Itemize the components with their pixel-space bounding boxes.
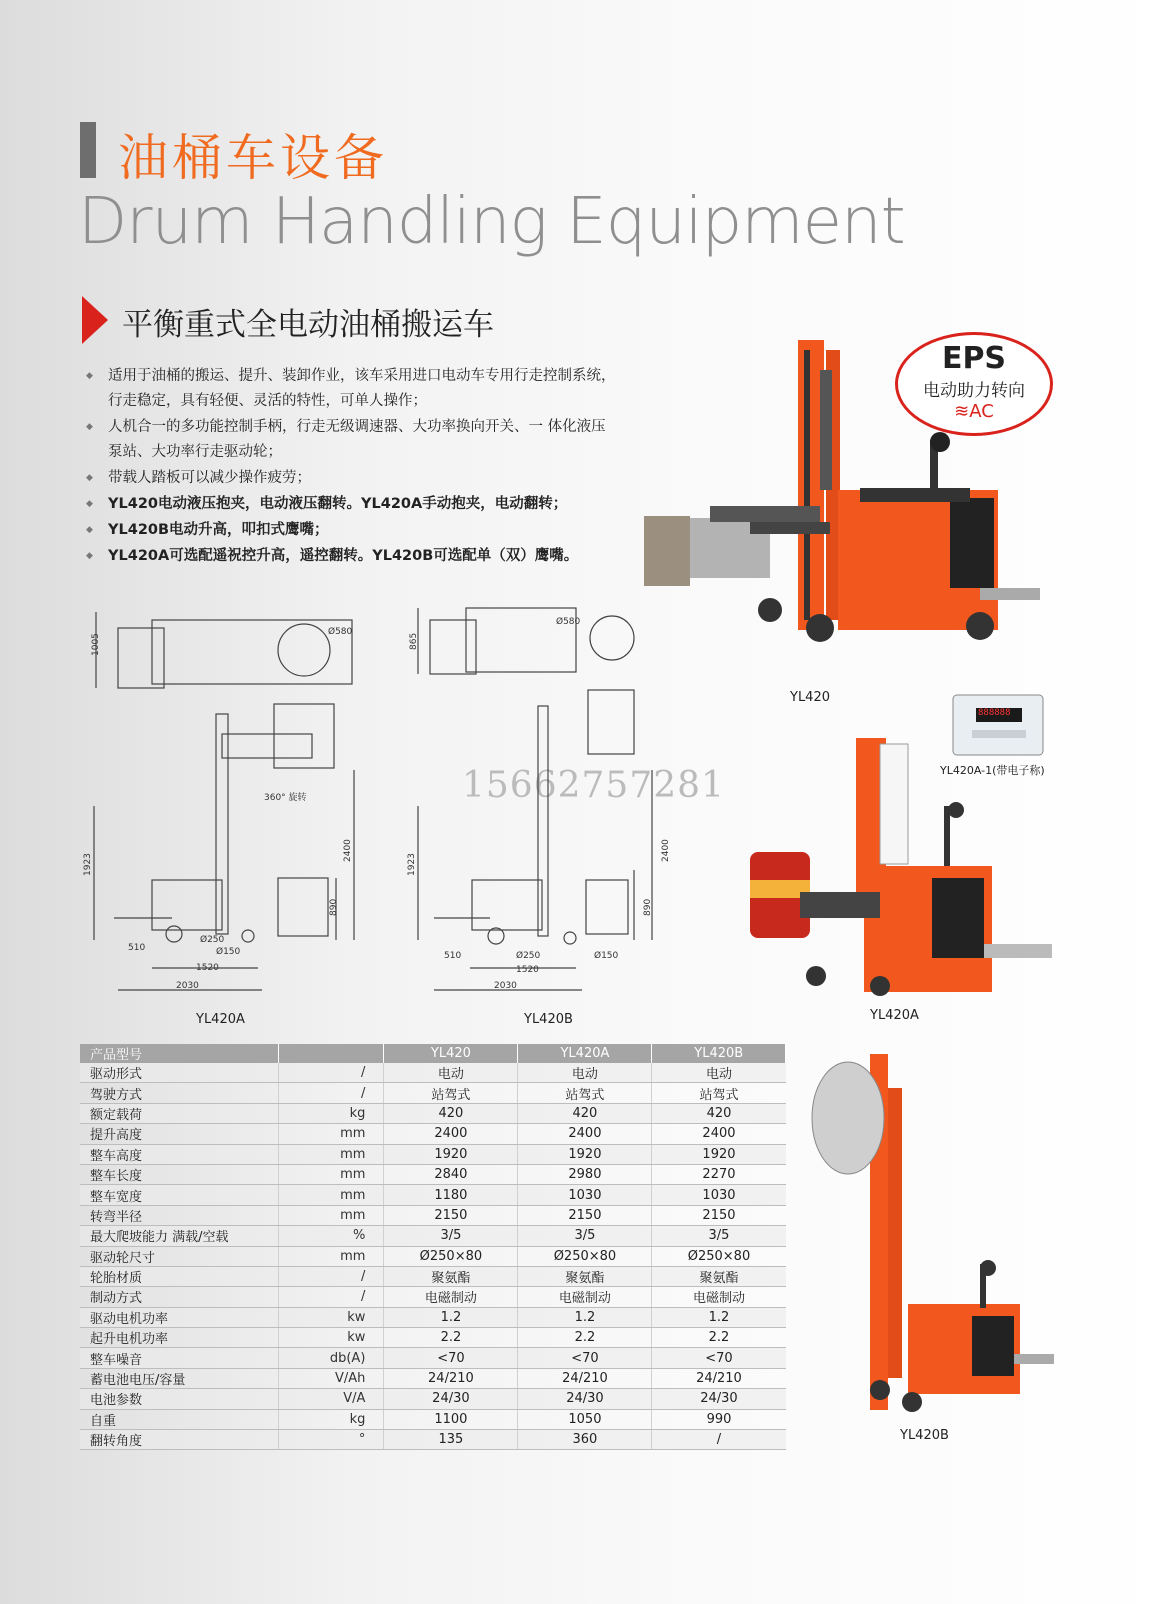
spec-value-cell: 2.2: [518, 1328, 652, 1348]
dim-label: 510: [128, 943, 146, 953]
spec-value-cell: 1030: [518, 1185, 652, 1205]
spec-unit-cell: kg: [278, 1103, 383, 1123]
dim-label: Ø150: [594, 951, 619, 961]
yl420b-photo: [808, 1048, 1058, 1418]
table-row: [80, 1083, 786, 1103]
dim-label: Ø250: [200, 935, 225, 945]
spec-unit-cell: V/A: [278, 1389, 383, 1409]
dim-label: 1923: [83, 853, 93, 876]
page-title: 油桶车设备: [118, 129, 388, 187]
table-row: [80, 1124, 786, 1144]
spec-value-cell: <70: [518, 1348, 652, 1368]
spec-value-cell: 2150: [518, 1205, 652, 1225]
dim-label: 1005: [91, 633, 101, 656]
table-row: [80, 1205, 786, 1225]
spec-value-cell: 3/5: [652, 1226, 786, 1246]
yl420a-photo: [720, 736, 1060, 1006]
spec-value-cell: 990: [652, 1409, 786, 1429]
photo-caption-yl420a: YL420A: [870, 1008, 919, 1023]
table-row: [80, 1307, 786, 1327]
spec-value-cell: 1.2: [518, 1307, 652, 1327]
table-row: [80, 1144, 786, 1164]
dim-label: 865: [409, 632, 419, 650]
spec-value-cell: Ø250×80: [652, 1246, 786, 1266]
section-title: 平衡重式全电动油桶搬运车: [122, 307, 494, 343]
table-row: [80, 1164, 786, 1184]
spec-value-cell: Ø250×80: [384, 1246, 518, 1266]
table-row: [80, 1103, 786, 1123]
drawing-caption-yl420b: YL420B: [524, 1012, 573, 1027]
spec-value-cell: 2400: [518, 1124, 652, 1144]
spec-name-cell: 起升电机功率: [80, 1328, 278, 1348]
feature-list: [86, 364, 616, 570]
spec-value-cell: 2400: [652, 1124, 786, 1144]
spec-value-cell: 站驾式: [518, 1083, 652, 1103]
spec-value-cell: 1920: [652, 1144, 786, 1164]
spec-unit-cell: mm: [278, 1246, 383, 1266]
spec-name-cell: 驱动轮尺寸: [80, 1246, 278, 1266]
spec-value-cell: 电动: [384, 1063, 518, 1083]
spec-value-cell: <70: [652, 1348, 786, 1368]
list-item: ◆ 带载人踏板可以减少操作疲劳；: [86, 466, 616, 491]
spec-value-cell: 2270: [652, 1164, 786, 1184]
spec-value-cell: Ø250×80: [518, 1246, 652, 1266]
drawing-yl420a: [82, 600, 382, 1000]
spec-value-cell: 1100: [384, 1409, 518, 1429]
spec-unit-cell: kg: [278, 1409, 383, 1429]
list-item: ◆ 人机合一的多功能控制手柄，行走无级调速器、大功率换向开关、一 体化液压泵站、大功率行走驱动轮；: [86, 415, 616, 465]
spec-unit-cell: /: [278, 1266, 383, 1286]
table-row: [80, 1430, 786, 1450]
spec-value-cell: 24/30: [652, 1389, 786, 1409]
spec-value-cell: 1050: [518, 1409, 652, 1429]
dim-label: Ø150: [216, 947, 241, 957]
table-row: [80, 1185, 786, 1205]
spec-value-cell: 电动: [652, 1063, 786, 1083]
page-title-english: Drum Handling Equipment: [78, 185, 905, 259]
spec-value-cell: 2150: [652, 1205, 786, 1225]
spec-value-cell: 24/210: [384, 1368, 518, 1388]
spec-value-cell: 420: [652, 1103, 786, 1123]
spec-value-cell: 电磁制动: [652, 1287, 786, 1307]
spec-name-cell: 轮胎材质: [80, 1266, 278, 1286]
spec-name-cell: 整车宽度: [80, 1185, 278, 1205]
spec-name-cell: 驱动电机功率: [80, 1307, 278, 1327]
spec-unit-cell: mm: [278, 1144, 383, 1164]
dim-label: 2030: [494, 981, 517, 991]
spec-value-cell: 站驾式: [384, 1083, 518, 1103]
dim-label: 510: [444, 951, 462, 961]
table-row: [80, 1226, 786, 1246]
list-item: ◆ 适用于油桶的搬运、提升、装卸作业，该车采用进口电动车专用行走控制系统， 行走稳定，具有轻便、灵活的特性，可单人操作；: [86, 364, 616, 414]
table-row: [80, 1266, 786, 1286]
spec-value-cell: 1030: [652, 1185, 786, 1205]
scale-caption: YL420A-1(带电子称): [940, 764, 1045, 777]
table-row: [80, 1368, 786, 1388]
ac-label: ≋AC: [954, 401, 994, 422]
table-header-row: [80, 1044, 786, 1063]
table-row: [80, 1409, 786, 1429]
spec-unit-cell: mm: [278, 1124, 383, 1144]
spec-unit-cell: db(A): [278, 1348, 383, 1368]
spec-unit-cell: mm: [278, 1164, 383, 1184]
drawing-caption-yl420a: YL420A: [196, 1012, 245, 1027]
eps-label: EPS: [941, 341, 1007, 376]
spec-unit-cell: /: [278, 1287, 383, 1307]
dim-label: 2030: [176, 981, 199, 991]
spec-value-cell: 电磁制动: [384, 1287, 518, 1307]
watermark-phone: 15662757281: [462, 765, 725, 806]
spec-value-cell: 1920: [384, 1144, 518, 1164]
spec-name-cell: 电池参数: [80, 1389, 278, 1409]
dim-label: 360° 旋转: [264, 793, 307, 803]
table-header: [278, 1044, 383, 1063]
spec-name-cell: 提升高度: [80, 1124, 278, 1144]
spec-value-cell: <70: [384, 1348, 518, 1368]
dim-label: 890: [329, 898, 339, 916]
spec-unit-cell: kw: [278, 1328, 383, 1348]
spec-value-cell: 2400: [384, 1124, 518, 1144]
spec-name-cell: 翻转角度: [80, 1430, 278, 1450]
arrow-icon: [82, 296, 108, 344]
spec-value-cell: 420: [518, 1103, 652, 1123]
list-item: ◆ YL420电动液压抱夹，电动液压翻转。YL420A手动抱夹，电动翻转；: [86, 492, 616, 517]
spec-value-cell: 1180: [384, 1185, 518, 1205]
table-row: [80, 1348, 786, 1368]
spec-unit-cell: mm: [278, 1205, 383, 1225]
spec-unit-cell: %: [278, 1226, 383, 1246]
table-row: [80, 1328, 786, 1348]
spec-value-cell: 24/210: [652, 1368, 786, 1388]
spec-value-cell: 24/30: [384, 1389, 518, 1409]
spec-value-cell: 2980: [518, 1164, 652, 1184]
eps-description: 电动助力转向: [923, 381, 1025, 401]
table-row: [80, 1246, 786, 1266]
spec-value-cell: 420: [384, 1103, 518, 1123]
dim-label: 1520: [516, 965, 539, 975]
spec-value-cell: 电动: [518, 1063, 652, 1083]
spec-name-cell: 驱动形式: [80, 1063, 278, 1083]
spec-value-cell: 1.2: [652, 1307, 786, 1327]
spec-value-cell: 站驾式: [652, 1083, 786, 1103]
table-row: [80, 1287, 786, 1307]
dim-label: Ø580: [556, 617, 581, 627]
spec-name-cell: 驾驶方式: [80, 1083, 278, 1103]
table-header: YL420A: [518, 1044, 652, 1063]
table-header: YL420: [384, 1044, 518, 1063]
spec-unit-cell: kw: [278, 1307, 383, 1327]
spec-value-cell: 电磁制动: [518, 1287, 652, 1307]
spec-value-cell: 2.2: [652, 1328, 786, 1348]
spec-value-cell: 2840: [384, 1164, 518, 1184]
spec-value-cell: 2.2: [384, 1328, 518, 1348]
spec-value-cell: 135: [384, 1430, 518, 1450]
spec-name-cell: 蓄电池电压/容量: [80, 1368, 278, 1388]
spec-unit-cell: °: [278, 1430, 383, 1450]
spec-unit-cell: /: [278, 1063, 383, 1083]
spec-name-cell: 整车长度: [80, 1164, 278, 1184]
spec-value-cell: 1.2: [384, 1307, 518, 1327]
spec-name-cell: 自重: [80, 1409, 278, 1429]
dim-label: 890: [643, 898, 653, 916]
spec-name-cell: 转弯半径: [80, 1205, 278, 1225]
spec-name-cell: 制动方式: [80, 1287, 278, 1307]
dim-label: 1923: [407, 853, 417, 876]
spec-unit-cell: V/Ah: [278, 1368, 383, 1388]
table-header: 产品型号: [80, 1044, 278, 1063]
dim-label: 1520: [196, 963, 219, 973]
title-accent-bar: [80, 122, 96, 178]
spec-value-cell: 3/5: [518, 1226, 652, 1246]
spec-name-cell: 整车噪音: [80, 1348, 278, 1368]
photo-caption-yl420b: YL420B: [900, 1428, 949, 1443]
spec-value-cell: 2150: [384, 1205, 518, 1225]
spec-name-cell: 整车高度: [80, 1144, 278, 1164]
dim-label: Ø580: [328, 627, 353, 637]
spec-name-cell: 额定载荷: [80, 1103, 278, 1123]
spec-value-cell: 24/210: [518, 1368, 652, 1388]
spec-name-cell: 最大爬坡能力 满载/空载: [80, 1226, 278, 1246]
dim-label: Ø250: [516, 951, 541, 961]
list-item: ◆ YL420A可选配遥祝控升高，遥控翻转。YL420B可选配单（双）鹰嘴。: [86, 544, 616, 569]
scale-display: 888888: [978, 708, 1011, 718]
spec-value-cell: 360: [518, 1430, 652, 1450]
spec-table: [80, 1044, 786, 1450]
spec-unit-cell: mm: [278, 1185, 383, 1205]
spec-value-cell: /: [652, 1430, 786, 1450]
dim-label: 2400: [343, 839, 353, 862]
spec-value-cell: 24/30: [518, 1389, 652, 1409]
dim-label: 2400: [661, 839, 671, 862]
table-row: [80, 1063, 786, 1083]
spec-value-cell: 1920: [518, 1144, 652, 1164]
spec-unit-cell: /: [278, 1083, 383, 1103]
photo-caption-yl420: YL420: [790, 690, 830, 705]
table-header: YL420B: [652, 1044, 786, 1063]
spec-value-cell: 聚氨酯: [384, 1266, 518, 1286]
drawing-yl420b: [406, 600, 686, 1000]
table-row: [80, 1389, 786, 1409]
spec-value-cell: 聚氨酯: [652, 1266, 786, 1286]
spec-value-cell: 聚氨酯: [518, 1266, 652, 1286]
list-item: ◆ YL420B电动升高，叩扣式鹰嘴；: [86, 518, 616, 543]
spec-value-cell: 3/5: [384, 1226, 518, 1246]
